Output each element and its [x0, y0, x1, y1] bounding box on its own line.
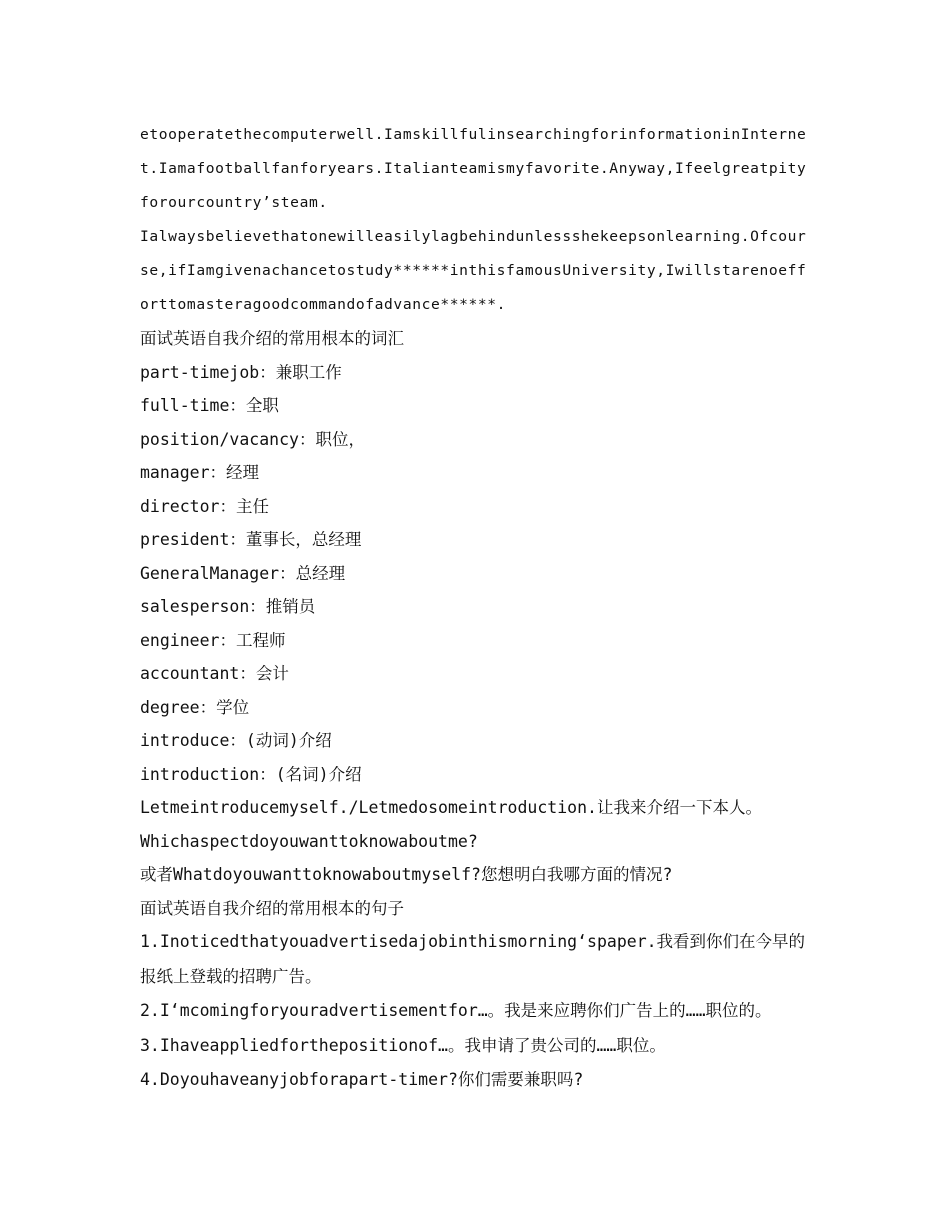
vocab-item: president：董事长，总经理	[140, 530, 362, 549]
sentence-item: 2.I‘mcomingforyouradvertisementfor…。我是来应聘你们广告上的……职位的。	[140, 1001, 772, 1020]
vocab-item: introduction：(名词)介绍	[140, 764, 362, 784]
sentence-item: 4.Doyouhaveanyjobforapart-timer?你们需要兼职吗?	[140, 1070, 584, 1089]
vocab-item: position/vacancy：职位，	[140, 429, 365, 449]
vocab-item: manager：经理	[140, 463, 260, 482]
vocab-item: degree：学位	[140, 697, 250, 717]
vocab-heading: 面试英语自我介绍的常用根本的词汇	[140, 329, 404, 348]
sentence-item: 1.Inoticedthatyouadvertisedajobinthismorning‘spaper.我看到你们在今早的报纸上登载的招聘广告。	[140, 932, 806, 986]
vocab-item: 或者Whatdoyouwanttoknowaboutmyself?您想明白我哪方面的情况?	[140, 865, 673, 884]
vocab-item: engineer：工程师	[140, 630, 286, 650]
intro-paragraph-2: Ialwaysbelievethatonewilleasilylagbehindunlessshekeepsonlearning.Ofcourse,ifIamgivenachancetostudy******inthisfamousUniversity,Iwillstarenoefforttomasteragoodcommandofadvance******.	[140, 228, 807, 313]
vocab-item: full-time：全职	[140, 396, 279, 415]
vocab-item: director：主任	[140, 496, 269, 516]
vocab-item: accountant：会计	[140, 664, 289, 683]
vocab-item: Whichaspectdoyouwanttoknowaboutme?	[140, 831, 478, 851]
vocab-item: salesperson：推销员	[140, 597, 316, 616]
intro-paragraph-1: etooperatethecomputerwell.IamskillfulinsearchingforinformationinInternet.Iamafootballfanforyears.Italianteamismyfavorite.Anyway,Ifeelgreatpityforourcountry’steam.	[140, 126, 807, 211]
sentence-item: 3.Ihaveappliedforthepositionof…。我申请了贵公司的……职位。	[140, 1035, 666, 1055]
sentence-heading: 面试英语自我介绍的常用根本的句子	[140, 898, 404, 918]
document-content	[140, 118, 812, 1098]
vocab-item: part-timejob：兼职工作	[140, 362, 342, 382]
vocab-item: GeneralManager：总经理	[140, 563, 346, 583]
vocab-item: Letmeintroducemyself./Letmedosomeintroduction.让我来介绍一下本人。	[140, 798, 762, 817]
vocab-item: introduce：(动词)介绍	[140, 731, 332, 750]
